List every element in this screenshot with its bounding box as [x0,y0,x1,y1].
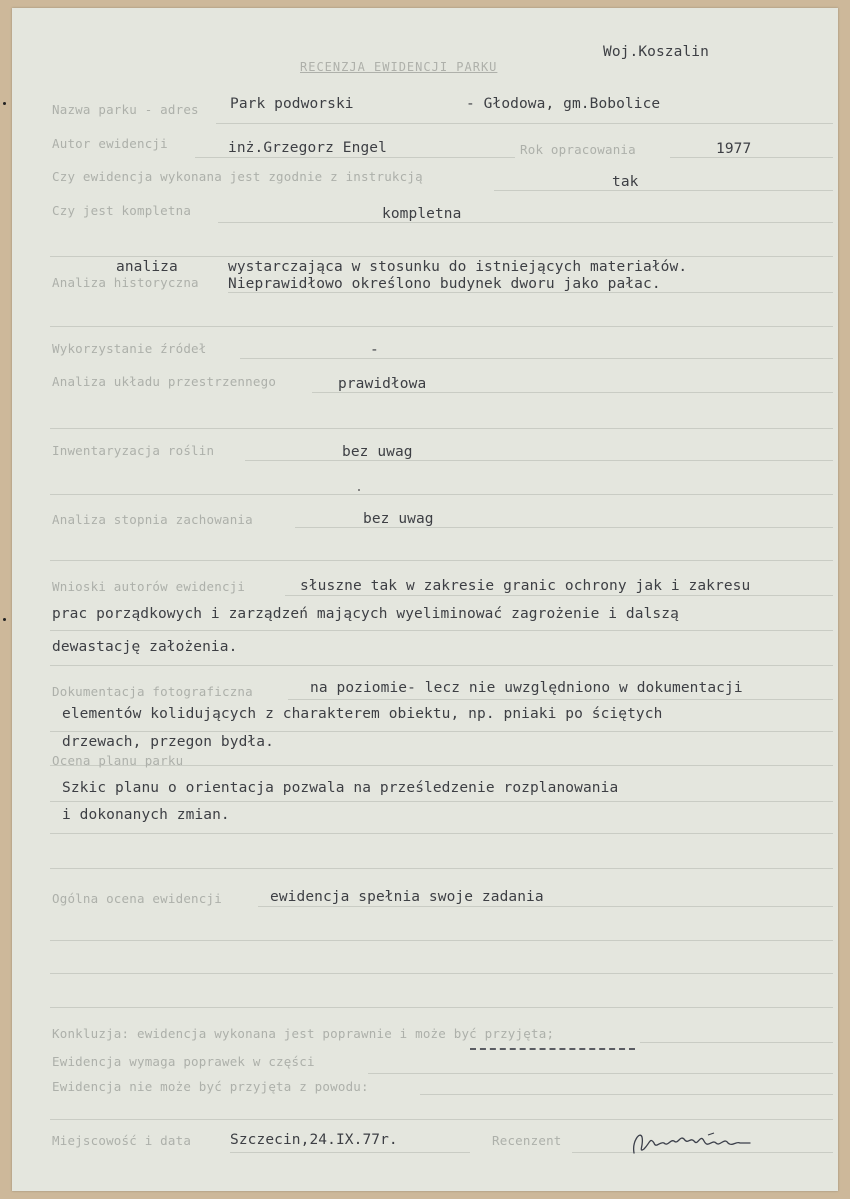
rule-line [50,630,833,631]
rule-line [50,833,833,834]
photo-value-3: drzewach, przegon bydła. [62,734,274,750]
plan-value-1: Szkic planu o orientacja pozwala na prześledzenie rozplanowania [62,780,619,796]
rule-line [50,1007,833,1008]
rule-line [312,392,833,393]
rule-line [50,428,833,429]
conclusion-line-3: Ewidencja nie może być przyjęta z powodu: [52,1079,369,1094]
reviewer-signature [628,1123,758,1163]
rule-line [285,595,833,596]
rule-line [50,868,833,869]
historical-value-1b: wystarczająca w stosunku do istniejących materiałów. [228,259,688,275]
rule-line [50,940,833,941]
conclusions-value-1: słuszne tak w zakresie granic ochrony jak i zakresu [300,578,751,594]
conclusions-value-2: prac porządkowych i zarządzeń mających wyeliminować zagrożenie i dalszą [52,606,679,622]
plan-value-2: i dokonanych zmian. [62,807,230,823]
preservation-value: bez uwag [363,511,434,527]
historical-value-1a: analiza [116,259,178,275]
conclusion-line-2: Ewidencja wymaga poprawek w części [52,1054,315,1069]
rule-line [295,527,833,528]
place-date-value: Szczecin,24.IX.77r. [230,1132,398,1148]
overall-value: ewidencja spełnia swoje zadania [270,889,544,905]
author-label: Autor ewidencji [52,136,168,151]
photo-value-1: na poziomie- lecz nie uwzględniono w dokumentacji [310,680,743,696]
spatial-label: Analiza układu przestrzennego [52,374,277,389]
park-name-label: Nazwa parku - adres [52,102,199,117]
rule-line [50,973,833,974]
spatial-value: prawidłowa [338,376,427,392]
photo-value-2: elementów kolidujących z charakterem obiektu, np. pniaki po ściętych [62,706,663,722]
reviewer-label: Recenzent [492,1133,562,1148]
year-value: 1977 [716,141,752,157]
place-date-label: Miejscowość i data [52,1133,192,1148]
rule-line [50,801,833,802]
rule-line [195,157,515,158]
rule-line [50,665,833,666]
rule-line [228,292,833,293]
conclusions-label: Wnioski autorów ewidencji [52,579,246,594]
photo-label: Dokumentacja fotograficzna [52,684,253,699]
rule-line [50,494,833,495]
rule-line [50,731,833,732]
historical-label: Analiza historyczna [52,275,199,290]
rule-line [245,460,833,461]
voivodeship: Woj.Koszalin [603,44,709,60]
overall-label: Ogólna ocena ewidencji [52,891,222,906]
paper-speck [358,489,360,491]
margin-speck [3,102,6,105]
preservation-label: Analiza stopnia zachowania [52,512,253,527]
rule-line [218,222,833,223]
typed-dash-underline [470,1048,635,1050]
plants-label: Inwentaryzacja roślin [52,443,215,458]
park-name-value: Park podworski [230,96,354,112]
margin-speck [3,618,6,621]
year-label: Rok opracowania [520,142,636,157]
rule-line [494,190,833,191]
rule-line [50,326,833,327]
rule-line [50,256,833,257]
review-form-sheet [12,8,838,1191]
complete-value: kompletna [382,206,462,222]
rule-line [288,699,833,700]
plan-label: Ocena planu parku [52,753,184,768]
complete-label: Czy jest kompletna [52,203,192,218]
rule-line [640,1042,833,1043]
conclusions-value-3: dewastację założenia. [52,639,238,655]
rule-line [420,1094,833,1095]
historical-value-2: Nieprawidłowo określono budynek dworu jako pałac. [228,276,661,292]
form-title: RECENZJA EWIDENCJI PARKU [300,60,498,74]
rule-line [50,560,833,561]
rule-line [230,1152,470,1153]
conclusion-line-1: Konkluzja: ewidencja wykonana jest poprawnie i może być przyjęta; [52,1026,555,1041]
rule-line [240,358,833,359]
rule-line [368,1073,833,1074]
rule-line [50,1119,833,1120]
rule-line [670,157,833,158]
park-address-value: - Głodowa, gm.Bobolice [466,96,661,112]
per-instruction-label: Czy ewidencja wykonana jest zgodnie z instrukcją [52,169,423,184]
author-value: inż.Grzegorz Engel [228,140,387,156]
plants-value: bez uwag [342,444,413,460]
sources-label: Wykorzystanie źródeł [52,341,207,356]
per-instruction-value: tak [612,174,639,190]
sources-value: - [370,342,379,358]
rule-line [258,906,833,907]
rule-line [216,123,833,124]
